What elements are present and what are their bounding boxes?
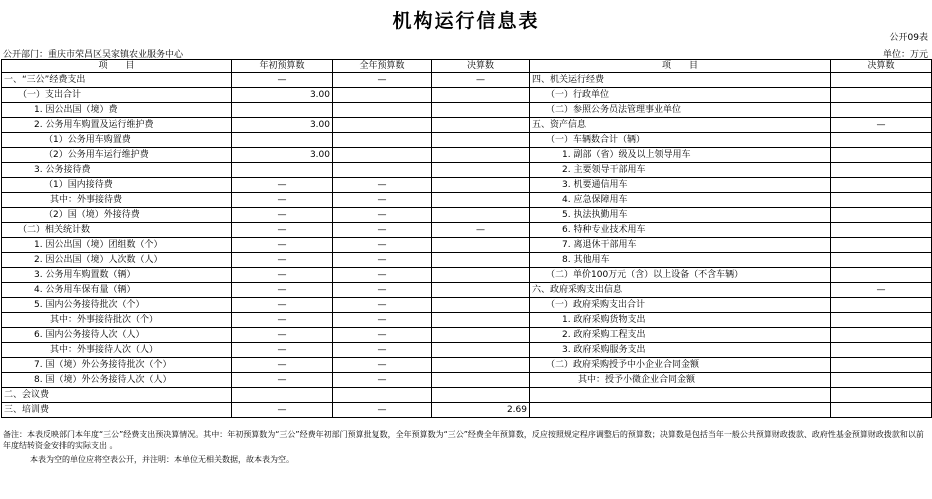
row-final-right	[831, 403, 932, 418]
row-item-label: 三、培训费	[2, 403, 232, 418]
row-item-right-label: 6. 特种专业技术用车	[530, 223, 831, 238]
row-initial-budget: —	[232, 343, 333, 358]
row-item-right-label: 1. 政府采购货物支出	[530, 313, 831, 328]
row-final-account	[432, 328, 530, 343]
row-item-label: 其中：外事接待人次（人）	[2, 343, 232, 358]
row-final-account	[432, 283, 530, 298]
table-number: 公开09表	[889, 33, 928, 43]
row-item-right-label: （二）参照公务员法管理事业单位	[530, 103, 831, 118]
header-full-budget: 全年预算数	[333, 60, 432, 73]
row-final-account	[432, 268, 530, 283]
table-row	[2, 118, 932, 133]
table-row	[2, 178, 932, 193]
row-full-budget	[333, 148, 432, 163]
row-initial-budget: 3.00	[232, 118, 333, 133]
row-item-right-label: （一）行政单位	[530, 88, 831, 103]
row-item-label: 二、会议费	[2, 388, 232, 403]
row-final-account	[432, 163, 530, 178]
row-item-label: 其中：外事接待费	[2, 193, 232, 208]
row-initial-budget: —	[232, 328, 333, 343]
row-final-account	[432, 343, 530, 358]
row-final-right	[831, 88, 932, 103]
row-initial-budget: —	[232, 268, 333, 283]
row-item-right-label: 四、机关运行经费	[530, 73, 831, 88]
row-final-account	[432, 148, 530, 163]
row-initial-budget: —	[232, 73, 333, 88]
row-final-account	[432, 298, 530, 313]
row-final-account	[432, 103, 530, 118]
row-full-budget	[333, 388, 432, 403]
row-item-label: 一、“三公”经费支出	[2, 73, 232, 88]
row-initial-budget: —	[232, 283, 333, 298]
row-initial-budget: —	[232, 238, 333, 253]
row-final-right	[831, 238, 932, 253]
row-final-right	[831, 178, 932, 193]
row-final-account	[432, 88, 530, 103]
table-row	[2, 163, 932, 178]
table-row	[2, 238, 932, 253]
row-item-label: 其中：外事接待批次（个）	[2, 313, 232, 328]
row-item-label: 1. 因公出国（境）费	[2, 103, 232, 118]
row-item-right-label: 五、资产信息	[530, 118, 831, 133]
row-final-right	[831, 133, 932, 148]
row-full-budget: —	[333, 253, 432, 268]
row-item-right-label: 1. 副部（省）级及以上领导用车	[530, 148, 831, 163]
row-final-right	[831, 313, 932, 328]
row-initial-budget: —	[232, 193, 333, 208]
row-final-right	[831, 388, 932, 403]
row-final-right	[831, 148, 932, 163]
row-full-budget: —	[333, 178, 432, 193]
row-final-account	[432, 238, 530, 253]
table-row	[2, 88, 932, 103]
row-item-label: （二）相关统计数	[2, 223, 232, 238]
row-full-budget: —	[333, 193, 432, 208]
note-empty-table: 本表为空的单位应将空表公开，并注明：本单位无相关数据，故本表为空。	[30, 455, 294, 464]
row-full-budget: —	[333, 298, 432, 313]
row-item-right-label: 六、政府采购支出信息	[530, 283, 831, 298]
row-final-account	[432, 373, 530, 388]
row-final-right	[831, 298, 932, 313]
row-item-label: （1）国内接待费	[2, 178, 232, 193]
row-final-account: —	[432, 223, 530, 238]
row-final-right	[831, 328, 932, 343]
row-initial-budget: —	[232, 253, 333, 268]
row-item-label: （1）公务用车购置费	[2, 133, 232, 148]
row-full-budget: —	[333, 223, 432, 238]
row-item-right-label: 5. 执法执勤用车	[530, 208, 831, 223]
row-final-account	[432, 133, 530, 148]
header-final-account: 决算数	[432, 60, 530, 73]
row-final-account	[432, 358, 530, 373]
row-item-right-label: 4. 应急保障用车	[530, 193, 831, 208]
note-remark: 备注：本表反映部门本年度“三公”经费支出预决算情况。其中：年初预算数为“三公”经费年初部门预算批复数，全年预算数为“三公”经费全年预算数，反应按照规定程序调整后的预算数；决算数是包括当年一般公共预算财政拨款、政府性基金预算财政拨款和以前年度结转资金安排的实际支出 。	[3, 430, 924, 450]
row-final-account	[432, 178, 530, 193]
row-final-right	[831, 193, 932, 208]
row-initial-budget	[232, 388, 333, 403]
row-item-right-label: （二）单价100万元（含）以上设备（不含车辆）	[530, 268, 831, 283]
table-row	[2, 193, 932, 208]
row-final-right	[831, 163, 932, 178]
row-item-label: 2. 公务用车购置及运行维护费	[2, 118, 232, 133]
row-item-label: （2）公务用车运行维护费	[2, 148, 232, 163]
row-final-right	[831, 73, 932, 88]
row-final-account	[432, 193, 530, 208]
row-final-account: 2.69	[432, 403, 530, 418]
row-full-budget: —	[333, 283, 432, 298]
row-full-budget	[333, 118, 432, 133]
table-row	[2, 268, 932, 283]
row-full-budget: —	[333, 358, 432, 373]
row-final-right: —	[831, 118, 932, 133]
table-row	[2, 223, 932, 238]
row-final-account: —	[432, 73, 530, 88]
row-initial-budget	[232, 103, 333, 118]
row-full-budget: —	[333, 403, 432, 418]
row-final-right	[831, 358, 932, 373]
row-final-account	[432, 388, 530, 403]
row-item-right-label: （一）车辆数合计（辆）	[530, 133, 831, 148]
row-final-right	[831, 223, 932, 238]
row-final-account	[432, 253, 530, 268]
row-final-right	[831, 208, 932, 223]
row-final-right: —	[831, 283, 932, 298]
row-item-right-label: 8. 其他用车	[530, 253, 831, 268]
row-final-right	[831, 253, 932, 268]
row-final-right	[831, 103, 932, 118]
table-row	[2, 403, 932, 418]
row-full-budget: —	[333, 208, 432, 223]
row-item-right-label: （二）政府采购授予中小企业合同金额	[530, 358, 831, 373]
row-item-label: 3. 公务接待费	[2, 163, 232, 178]
table-row	[2, 328, 932, 343]
row-item-label: 8. 国（境）外公务接待人次（人）	[2, 373, 232, 388]
row-full-budget: —	[333, 313, 432, 328]
department-label: 公开部门：重庆市荣昌区吴家镇农业服务中心	[3, 50, 184, 60]
row-full-budget: —	[333, 238, 432, 253]
header-final-right: 决算数	[831, 60, 932, 73]
row-full-budget	[333, 103, 432, 118]
row-final-right	[831, 268, 932, 283]
institution-operation-table	[1, 59, 932, 418]
table-header-row	[2, 60, 932, 73]
row-initial-budget: —	[232, 223, 333, 238]
row-full-budget: —	[333, 373, 432, 388]
row-initial-budget: 3.00	[232, 148, 333, 163]
row-item-right-label: 2. 政府采购工程支出	[530, 328, 831, 343]
header-initial-budget: 年初预算数	[232, 60, 333, 73]
table-row	[2, 343, 932, 358]
table-row	[2, 313, 932, 328]
row-full-budget: —	[333, 343, 432, 358]
row-initial-budget	[232, 163, 333, 178]
header-item-right: 项 目	[530, 60, 831, 73]
table-row	[2, 373, 932, 388]
row-final-right	[831, 343, 932, 358]
row-initial-budget: —	[232, 178, 333, 193]
table-row	[2, 133, 932, 148]
row-item-label: （2）国（境）外接待费	[2, 208, 232, 223]
row-final-account	[432, 208, 530, 223]
row-item-right-label: 7. 离退休干部用车	[530, 238, 831, 253]
table-row	[2, 148, 932, 163]
row-final-right	[831, 373, 932, 388]
table-row	[2, 103, 932, 118]
row-item-label: 6. 国内公务接待人次（人）	[2, 328, 232, 343]
row-initial-budget: —	[232, 208, 333, 223]
row-item-label: （一）支出合计	[2, 88, 232, 103]
row-full-budget	[333, 88, 432, 103]
row-initial-budget: —	[232, 358, 333, 373]
row-full-budget	[333, 163, 432, 178]
row-initial-budget: —	[232, 313, 333, 328]
row-full-budget: —	[333, 73, 432, 88]
row-item-label: 7. 国（境）外公务接待批次（个）	[2, 358, 232, 373]
table-row	[2, 388, 932, 403]
row-item-right-label: 3. 政府采购服务支出	[530, 343, 831, 358]
row-initial-budget: 3.00	[232, 88, 333, 103]
row-item-label: 5. 国内公务接待批次（个）	[2, 298, 232, 313]
row-final-account	[432, 313, 530, 328]
table-row	[2, 283, 932, 298]
table-row	[2, 358, 932, 373]
row-full-budget: —	[333, 328, 432, 343]
row-item-right-label: 3. 机要通信用车	[530, 178, 831, 193]
row-item-right-label	[530, 403, 831, 418]
row-item-right-label: 2. 主要领导干部用车	[530, 163, 831, 178]
row-initial-budget: —	[232, 403, 333, 418]
row-full-budget: —	[333, 268, 432, 283]
row-item-right-label: （一）政府采购支出合计	[530, 298, 831, 313]
row-item-right-label	[530, 388, 831, 403]
row-item-label: 1. 因公出国（境）团组数（个）	[2, 238, 232, 253]
table-row	[2, 298, 932, 313]
table-row	[2, 208, 932, 223]
header-item: 项 目	[2, 60, 232, 73]
unit-label: 单位：万元	[882, 50, 928, 60]
row-full-budget	[333, 133, 432, 148]
row-initial-budget	[232, 133, 333, 148]
row-item-label: 3. 公务用车购置数（辆）	[2, 268, 232, 283]
row-item-label: 2. 因公出国（境）人次数（人）	[2, 253, 232, 268]
table-row	[2, 73, 932, 88]
page-title: 机构运行信息表	[392, 10, 540, 32]
row-initial-budget: —	[232, 298, 333, 313]
row-initial-budget: —	[232, 373, 333, 388]
table-row	[2, 253, 932, 268]
row-final-account	[432, 118, 530, 133]
row-item-label: 4. 公务用车保有量（辆）	[2, 283, 232, 298]
row-item-right-label: 其中：授予小微企业合同金额	[530, 373, 831, 388]
